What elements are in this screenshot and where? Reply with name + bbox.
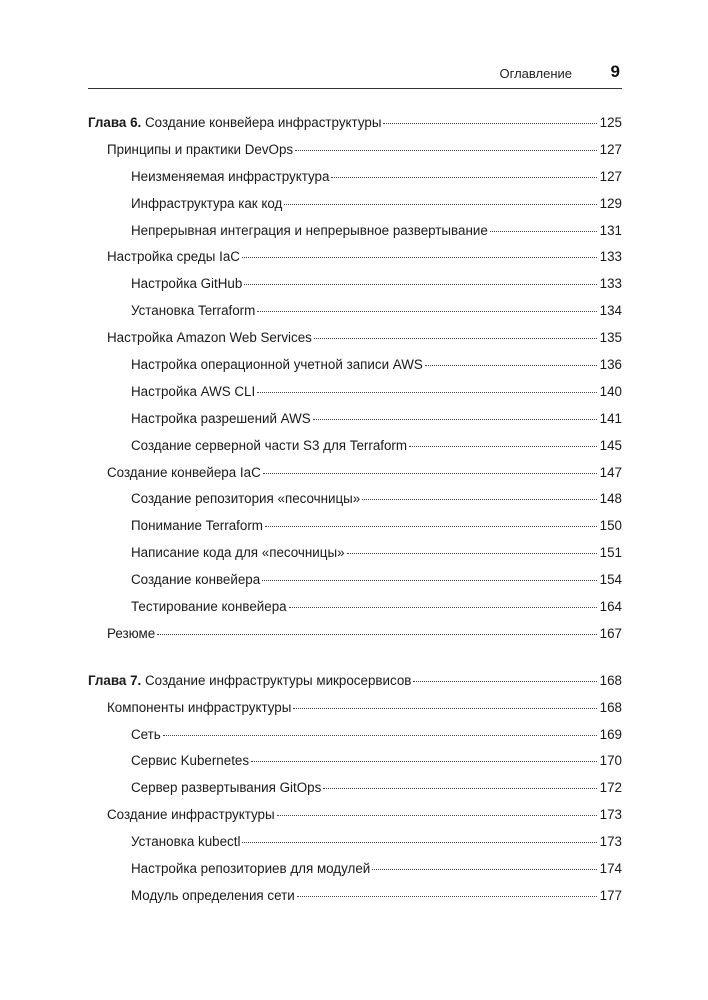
dot-leader: [425, 365, 597, 366]
toc-entry-title: [131, 169, 329, 184]
entry-title-text: Создание инфраструктуры микросервисов: [145, 672, 412, 688]
toc-entry-title: [131, 276, 242, 291]
toc-page-number: 167: [599, 625, 622, 641]
entry-title-text: Настройка операционной учетной записи AWS: [131, 357, 423, 373]
entry-title-text: Модуль определения сети: [131, 887, 295, 903]
toc-page-number: 173: [599, 834, 622, 850]
toc-subsection-entry[interactable]: [88, 518, 622, 545]
entry-title-text: Сервер развертывания GitOps: [131, 780, 322, 796]
section-gap: [88, 653, 622, 673]
toc-entry-title: [131, 753, 249, 768]
toc-page-number: 141: [599, 410, 622, 426]
dot-leader: [323, 788, 596, 789]
dot-leader: [284, 204, 596, 205]
running-header: [88, 62, 622, 89]
toc-page-number: 133: [599, 276, 622, 292]
toc-entry-title: [107, 700, 291, 715]
toc-entry-title: [131, 861, 370, 876]
toc-section-entry[interactable]: [88, 807, 622, 834]
toc-page-number: 170: [599, 753, 622, 769]
toc-subsection-entry[interactable]: [88, 169, 622, 196]
toc-page-number: 169: [599, 726, 622, 742]
toc-page-number: 135: [599, 330, 622, 346]
dot-leader: [413, 681, 596, 682]
toc-subsection-entry[interactable]: [88, 438, 622, 465]
toc-entry-title: [131, 303, 255, 318]
entry-title-text: Настройка GitHub: [131, 276, 243, 292]
dot-leader: [289, 607, 597, 608]
toc-entry-title: [131, 196, 282, 211]
toc-page-number: 168: [599, 699, 622, 715]
toc-page-number: 173: [599, 807, 622, 823]
toc-subsection-entry[interactable]: [88, 223, 622, 250]
dot-leader: [313, 419, 597, 420]
toc-entry-title: [107, 142, 293, 157]
entry-title-text: Создание конвейера инфраструктуры: [145, 115, 382, 130]
dot-leader: [383, 123, 596, 124]
dot-leader: [277, 815, 597, 816]
entry-title-text: Написание кода для «песочницы»: [131, 545, 345, 561]
dot-leader: [362, 499, 596, 500]
toc-subsection-entry[interactable]: [88, 780, 622, 807]
toc-chapter-entry[interactable]: [88, 673, 622, 700]
toc-subsection-entry[interactable]: [88, 276, 622, 303]
toc-entry-title: [107, 249, 240, 264]
toc-section-entry[interactable]: [88, 330, 622, 357]
dot-leader: [257, 392, 596, 393]
table-of-contents: [88, 115, 622, 915]
dot-leader: [262, 580, 596, 581]
entry-title-text: Тестирование конвейера: [131, 599, 287, 615]
toc-page-number: 177: [599, 887, 622, 903]
entry-title-text: Понимание Terraform: [131, 518, 263, 534]
entry-title-text: Настройка среды IaC: [107, 249, 240, 265]
chapter-number: Глава 7.: [88, 672, 142, 688]
dot-leader: [263, 473, 597, 474]
dot-leader: [295, 150, 597, 151]
toc-page-number: 140: [599, 383, 622, 399]
toc-subsection-entry[interactable]: [88, 753, 622, 780]
entry-title-text: Настройка разрешений AWS: [131, 410, 311, 426]
entry-title-text: Создание репозитория «песочницы»: [131, 491, 361, 507]
toc-page-number: 151: [599, 545, 622, 561]
entry-title-text: Принципы и практики DevOps: [107, 141, 294, 157]
toc-entry-title: [131, 572, 260, 587]
toc-entry-title: [131, 727, 161, 742]
toc-page-number: 129: [599, 195, 622, 211]
entry-title-text: Создание конвейера IaC: [107, 464, 261, 480]
toc-entry-title: [131, 545, 345, 560]
toc-section-entry[interactable]: [88, 626, 622, 653]
toc-page-number: 172: [599, 780, 622, 796]
toc-entry-title: [88, 673, 411, 688]
entry-title-text: Настройка Amazon Web Services: [107, 330, 312, 346]
toc-entry-title: [107, 330, 312, 345]
toc-page-number: 125: [599, 115, 622, 130]
entry-title-text: Непрерывная интеграция и непрерывное развертывание: [131, 222, 488, 238]
toc-subsection-entry[interactable]: [88, 411, 622, 438]
toc-entry-title: [131, 491, 360, 506]
toc-page-number: 154: [599, 572, 622, 588]
entry-title-text: Резюме: [107, 625, 156, 641]
toc-chapter-entry[interactable]: [88, 115, 622, 142]
entry-title-text: Установка Terraform: [131, 303, 256, 319]
dot-leader: [372, 869, 596, 870]
toc-entry-title: [131, 223, 488, 238]
entry-title-text: Установка kubectl: [131, 834, 241, 850]
toc-subsection-entry[interactable]: [88, 545, 622, 572]
toc-subsection-entry[interactable]: [88, 861, 622, 888]
header-page-number: 9: [610, 62, 620, 81]
dot-leader: [490, 231, 597, 232]
toc-page-number: 136: [599, 357, 622, 373]
toc-entry-title: [131, 384, 255, 399]
dot-leader: [242, 257, 597, 258]
toc-page-number: 131: [599, 222, 622, 238]
dot-leader: [244, 284, 596, 285]
dot-leader: [409, 446, 597, 447]
toc-entry-title: [131, 518, 263, 533]
toc-page-number: 127: [599, 168, 622, 184]
toc-section-entry[interactable]: [88, 700, 622, 727]
entry-title-text: Сеть: [131, 726, 161, 742]
toc-entry-title: [131, 834, 240, 849]
toc-section-entry[interactable]: [88, 142, 622, 169]
toc-entry-title: [107, 465, 261, 480]
dot-leader: [347, 553, 597, 554]
entry-title-text: Создание инфраструктуры: [107, 807, 275, 823]
toc-subsection-entry[interactable]: [88, 357, 622, 384]
chapter-number: Глава 6.: [88, 115, 142, 130]
toc-entry-title: [107, 626, 155, 641]
toc-entry-title: [88, 115, 381, 130]
dot-leader: [314, 338, 597, 339]
toc-subsection-entry[interactable]: [88, 303, 622, 330]
toc-page-number: 145: [599, 437, 622, 453]
toc-subsection-entry[interactable]: [88, 599, 622, 626]
toc-page-number: 148: [599, 491, 622, 507]
dot-leader: [297, 896, 597, 897]
toc-page-number: 150: [599, 518, 622, 534]
toc-page-number: 133: [599, 249, 622, 265]
toc-section-entry[interactable]: [88, 465, 622, 492]
toc-page-number: 147: [599, 464, 622, 480]
entry-title-text: Компоненты инфраструктуры: [107, 699, 292, 715]
entry-title-text: Инфраструктура как код: [131, 195, 283, 211]
toc-subsection-entry[interactable]: [88, 572, 622, 599]
toc-subsection-entry[interactable]: [88, 196, 622, 223]
toc-entry-title: [131, 357, 423, 372]
entry-title-text: Создание серверной части S3 для Terraform: [131, 437, 408, 453]
toc-page-number: 127: [599, 141, 622, 157]
toc-subsection-entry[interactable]: [88, 384, 622, 411]
toc-section-entry[interactable]: [88, 249, 622, 276]
entry-title-text: Сервис Kubernetes: [131, 753, 250, 769]
dot-leader: [163, 735, 597, 736]
dot-leader: [242, 842, 596, 843]
dot-leader: [331, 177, 596, 178]
dot-leader: [293, 708, 596, 709]
toc-entry-title: [131, 438, 407, 453]
toc-subsection-entry[interactable]: [88, 888, 622, 915]
dot-leader: [157, 634, 596, 635]
toc-page-number: 134: [599, 303, 622, 319]
toc-subsection-entry[interactable]: [88, 491, 622, 518]
toc-entry-title: [131, 411, 311, 426]
entry-title-text: Неизменяемая инфраструктура: [131, 168, 330, 184]
entry-title-text: Настройка репозиториев для модулей: [131, 861, 371, 877]
toc-page-number: 168: [599, 672, 622, 688]
dot-leader: [257, 311, 596, 312]
header-title: Оглавление: [499, 66, 572, 81]
toc-subsection-entry[interactable]: [88, 727, 622, 754]
entry-title-text: Создание конвейера: [131, 572, 261, 588]
toc-entry-title: [131, 599, 287, 614]
toc-subsection-entry[interactable]: [88, 834, 622, 861]
entry-title-text: Настройка AWS CLI: [131, 383, 256, 399]
dot-leader: [265, 526, 597, 527]
toc-entry-title: [107, 807, 275, 822]
toc-entry-title: [131, 780, 321, 795]
toc-page-number: 164: [599, 599, 622, 615]
toc-entry-title: [131, 888, 295, 903]
toc-page-number: 174: [599, 861, 622, 877]
dot-leader: [251, 761, 597, 762]
